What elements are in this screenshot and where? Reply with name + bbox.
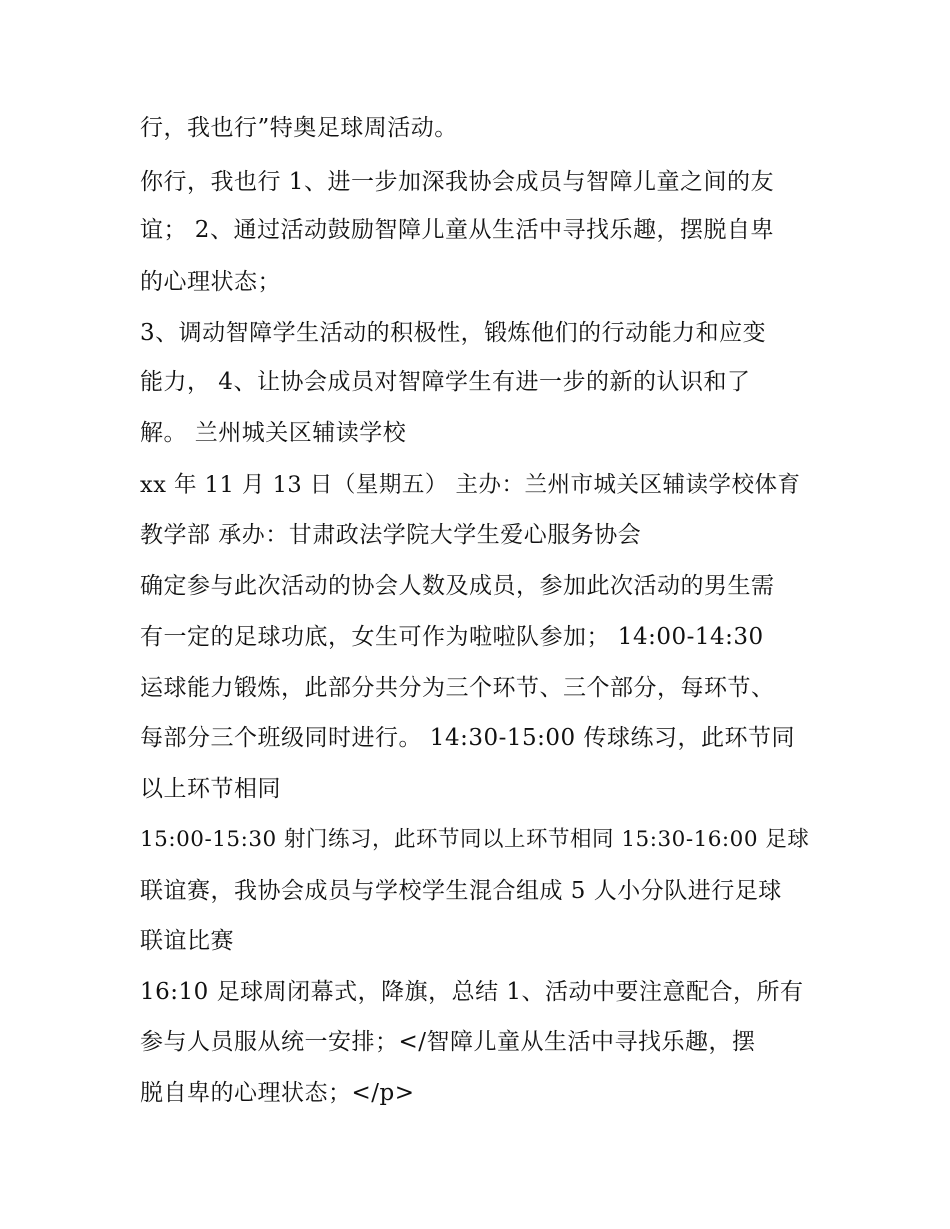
text-line: 谊； 2、通过活动鼓励智障儿童从生活中寻找乐趣，摆脱自卑: [140, 217, 774, 243]
text-line: 15:00-15:30 射门练习，此环节同以上环节相同 15:30-16:00 足球: [140, 827, 810, 852]
text-line: 行，我也行”特奥足球周活动。: [140, 115, 458, 141]
text-line: 确定参与此次活动的协会人数及成员，参加此次活动的男生需: [140, 573, 775, 599]
text-line: 每部分三个班级同时进行。 14:30-15:00 传球练习，此环节同: [140, 725, 795, 751]
text-line: 3、调动智障学生活动的积极性，锻炼他们的行动能力和应变: [140, 320, 767, 346]
text-line: 你行，我也行 1、进一步加深我协会成员与智障儿童之间的友: [140, 169, 774, 195]
text-line: 参与人员服从统一安排；</智障儿童从生活中寻找乐趣，摆: [140, 1029, 756, 1055]
text-line: 联谊比赛: [140, 928, 234, 954]
text-line: 有一定的足球功底，女生可作为啦啦队参加； 14:00-14:30: [140, 624, 764, 650]
text-line: 16:10 足球周闭幕式，降旗，总结 1、活动中要注意配合，所有: [140, 979, 804, 1005]
text-line: xx 年 11 月 13 日（星期五） 主办：兰州市城关区辅读学校体育: [140, 472, 801, 498]
text-line: 脱自卑的心理状态；</p>: [140, 1080, 415, 1106]
text-line: 能力， 4、让协会成员对智障学生有进一步的新的认识和了: [140, 369, 751, 395]
text-line: 的心理状态；: [140, 269, 281, 295]
text-line: 教学部 承办：甘肃政法学院大学生爱心服务协会: [140, 522, 642, 548]
text-line: 运球能力锻炼，此部分共分为三个环节、三个部分，每环节、: [140, 675, 775, 701]
text-line: 解。 兰州城关区辅读学校: [140, 420, 407, 446]
text-line: 联谊赛，我协会成员与学校学生混合组成 5 人小分队进行足球: [140, 878, 782, 904]
text-line: 以上环节相同: [140, 776, 281, 802]
